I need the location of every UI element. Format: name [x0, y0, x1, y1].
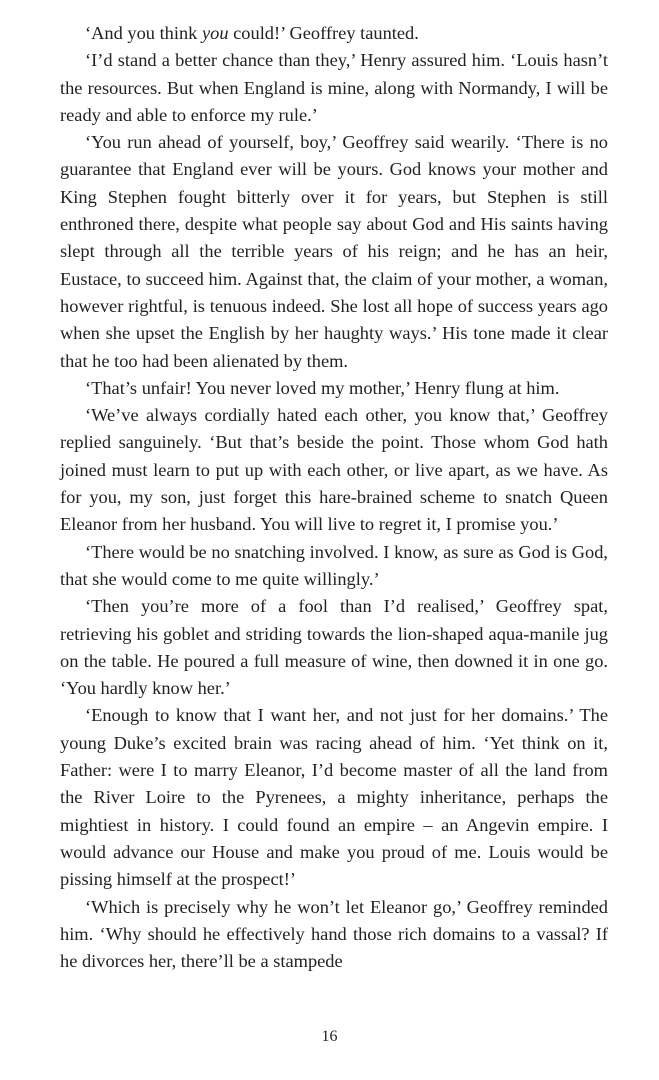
paragraph-2: ‘I’d stand a better chance than they,’ Henry assured him. ‘Louis hasn’t the resources. But when England is mine, along with Normandy, I will be ready and able to enforce my rule.’	[60, 50, 608, 125]
paragraph-1-part-3: could!’ Geoffrey taunted.	[228, 23, 419, 43]
paragraph-5: ‘We’ve always cordially hated each other, you know that,’ Geoffrey replied sanguinely. ‘But that’s beside the point. Those whom God hath joined must learn to put up with each other, or live apart, as we have. As for you, my son, just forget this hare-brained scheme to snatch Queen Eleanor from her husband. You will live to regret it, I promise you.’	[60, 405, 608, 535]
paragraph-4: ‘That’s unfair! You never loved my mother,’ Henry flung at him.	[85, 377, 560, 398]
page-number: 16	[321, 1028, 338, 1045]
paragraph-7: ‘Then you’re more of a fool than I’d realised,’ Geoffrey spat, retrieving his goblet and striding towards the lion-shaped aqua-manile jug on the table. He poured a full measure of wine, then downed it in one go. ‘You hardly know her.’	[60, 596, 608, 699]
body-text	[60, 20, 608, 975]
paragraph-1-part-1: ‘And you think	[85, 23, 202, 43]
paragraph-9: ‘Which is precisely why he won’t let Eleanor go,’ Geoffrey reminded him. ‘Why should he effectively hand those rich domains to a vassal? If he divorces her, there’ll be a stampede	[60, 896, 608, 972]
paragraph-6: ‘There would be no snatching involved. I know, as sure as God is God, that she would come to me quite willingly.’	[60, 541, 608, 589]
emphasis-you: you	[201, 23, 229, 43]
paragraph-8: ‘Enough to know that I want her, and not just for her domains.’ The young Duke’s excited brain was racing ahead of him. ‘Yet think on it, Father: were I to marry Eleanor, I’d become master of all the land from the River Loire to the Pyrenees, a mighty inheritance, perhaps the mightiest in history. I could found an empire – an Angevin empire. I would advance our House and make you proud of me. Louis would be pissing himself at the prospect!’	[60, 705, 608, 890]
paragraph-3: ‘You run ahead of yourself, boy,’ Geoffrey said wearily. ‘There is no guarantee that England ever will be yours. God knows your mother and King Stephen fought bitterly over it for years, but Stephen is still enthroned there, despite what people say about God and His saints having slept through all the terrible years of his reign; and he has an heir, Eustace, to succeed him. Against that, the claim of your mother, a woman, however rightful, is tenuous indeed. She lost all hope of success years ago when she upset the English by her haughty ways.’ His tone made it clear that he too had been alienated by them.	[60, 132, 608, 371]
paragraph-1	[60, 20, 608, 47]
